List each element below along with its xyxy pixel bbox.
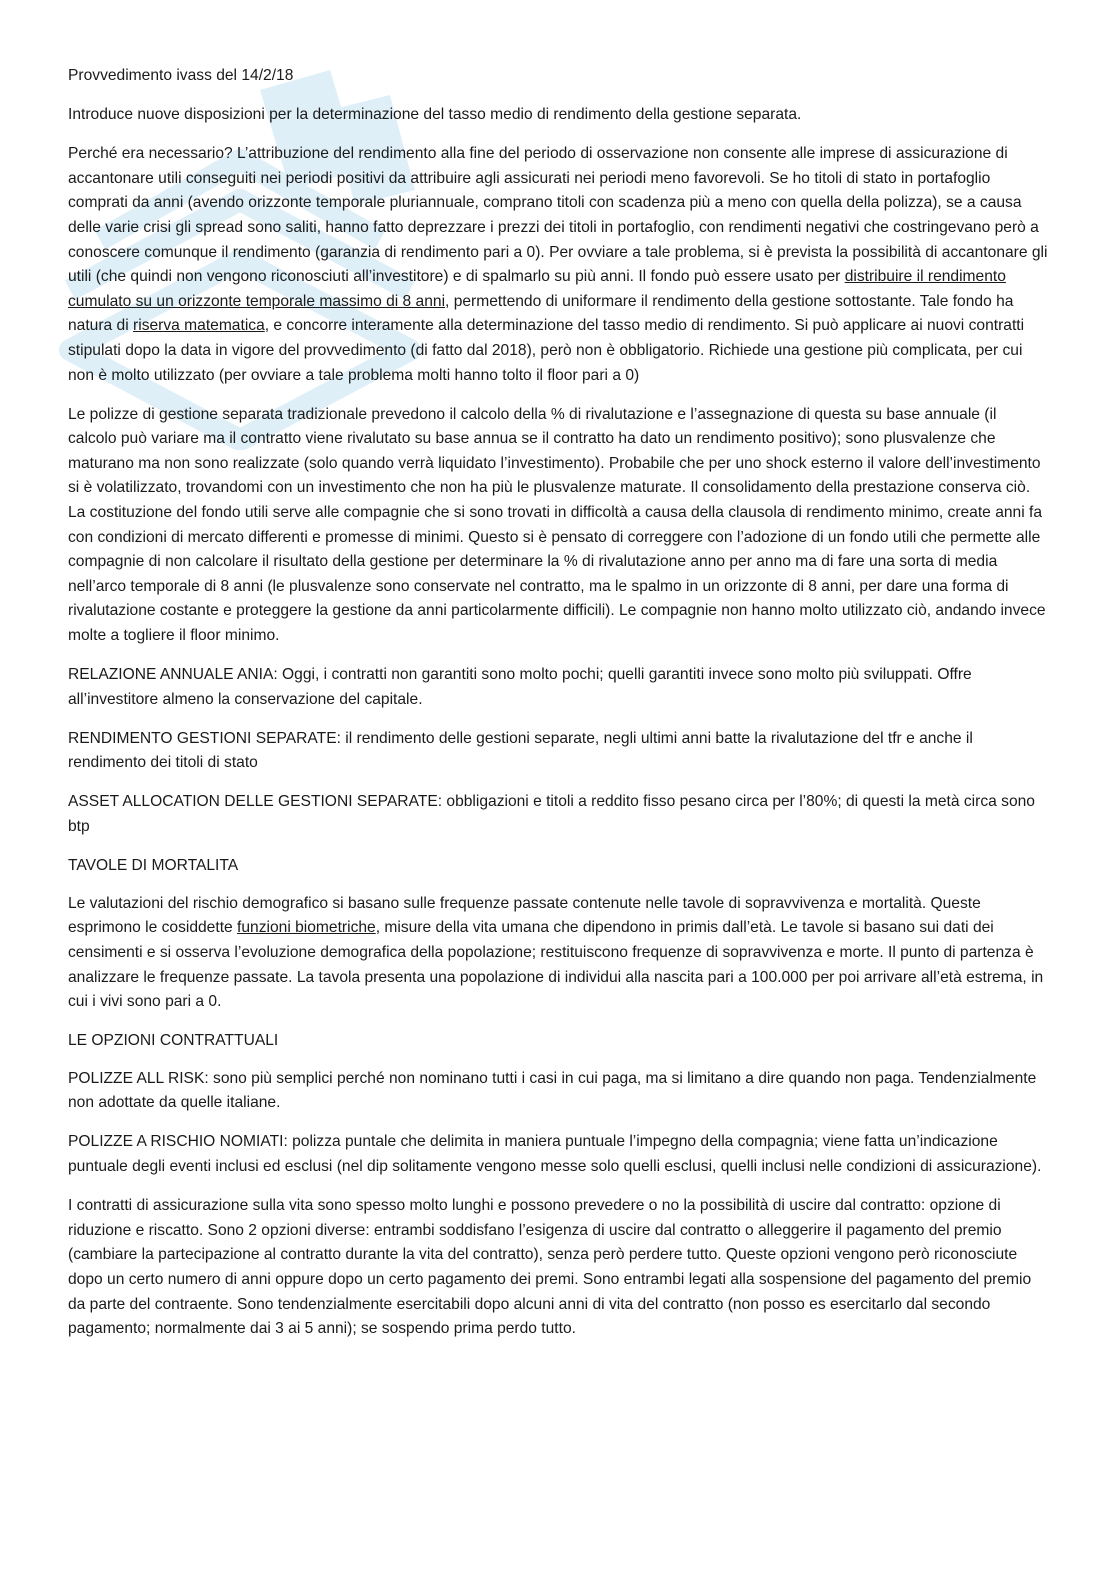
paragraph-gestione-separata: Le polizze di gestione separata tradizionale prevedono il calcolo della % di rivalutazione e l’assegnazione di questa su base annuale (il calcolo può variare ma il contratto viene rivalutato su base annua se il contratto ha dato un rendimento positivo); sono plusvalenze che maturano ma non sono realizzate (solo quando verrà liquidato l’investimento). Probabile che per uno shock esterno il valore dell’investimento si è volatilizzato, trovandomi con un investimento che non ha più le plusvalenze maturate. Il consolidamento della prestazione conserva ciò. La costituzione del fondo utili serve alle compagnie che si sono trovati in difficoltà a causa della clausola di rendimento minimo, create anni fa con condizioni di mercato differenti e promesse di minimi. Questo si è pensato di correggere con l’adozione di un fondo utili che permette alle compagnie di non calcolare il risultato della gestione per determinare la % di rivalutazione anno per anno ma di fare una sorta di media nell’arco temporale di 8 anni (le plusvalenze sono conservate nel contratto, ma le spalmo in un orizzonte di 8 anni, per dare una forma di rivalutazione costante e proteggere la gestione da anni particolarmente difficili). Le compagnie non hanno molto utilizzato ciò, andando invece molte a togliere il floor minimo. (68, 405, 1046, 644)
text-run: Le valutazioni del rischio demografico si basano sulle frequenze passate contenute nelle tavole di sopravvivenza e mortalità. Queste esprimono le cosiddette (68, 894, 981, 937)
underlined-text: distribuire il rendimento cumulato su un orizzonte temporale massimo di 8 anni (68, 268, 1006, 310)
text-run: , permettendo di uniformare il rendimento della gestione sottostante. Tale fondo ha natura di (68, 292, 1014, 335)
doc-title: Provvedimento ivass del 14/2/18 (68, 67, 294, 84)
paragraph-rischio-demografico (68, 892, 1048, 1015)
paragraph-why-necessary (68, 142, 1048, 388)
paragraph-asset-allocation: ASSET ALLOCATION DELLE GESTIONI SEPARATE: obbligazioni e titoli a reddito fisso pesano circa per l’80%; di questi la metà circa sono btp (68, 793, 1035, 836)
text-run: , e concorre interamente alla determinazione del tasso medio di rendimento. Si può applicare ai nuovi contratti stipulati dopo la data in vigore del provvedimento (di fatto dal 2018), però non è obbligatorio. Richiede una gestione più complicata, per cui non è molto utilizzato (per ovviare a tale problema molti hanno tolto il floor pari a 0) (68, 317, 1025, 384)
document-page (68, 64, 1048, 1356)
paragraph-contratti-vita: I contratti di assicurazione sulla vita sono spesso molto lunghi e possono prevedere o no la possibilità di uscire dal contratto: opzione di riduzione e riscatto. Sono 2 opzioni diverse: entrambi soddisfano l’esigenza di uscire dal contratto o alleggerire il pagamento del premio (cambiare la partecipazione al contratto durante la vita del contratto), senza però perdere tutto. Queste opzioni vengono però riconosciute dopo un certo numero di anni oppure dopo un certo pagamento dei premi. Sono entrambi legati alla sospensione del pagamento del premio da parte del contraente. Sono tendenzialmente esercitabili dopo alcuni anni di vita del contratto (non posso es esercitarlo dal secondo pagamento; normalmente dai 3 ai 5 anni); se sospendo prima perdo tutto. (68, 1197, 1032, 1338)
paragraph-relazione-ania: RELAZIONE ANNUALE ANIA: Oggi, i contratti non garantiti sono molto pochi; quelli garantiti invece sono molto più sviluppati. Offre all’investitore almeno la conservazione del capitale. (68, 666, 972, 708)
paragraph-polizze-all-risk: POLIZZE ALL RISK: sono più semplici perché non nominano tutti i casi in cui paga, ma si limitano a dire quando non paga. Tendenzialmente non adottate da quelle italiane. (68, 1069, 1037, 1112)
heading-opzioni-contrattuali: LE OPZIONI CONTRATTUALI (68, 1032, 279, 1050)
paragraph-rendimento-gestioni: RENDIMENTO GESTIONI SEPARATE: il rendimento delle gestioni separate, negli ultimi anni batte la rivalutazione del tfr e anche il rendimento dei titoli di stato (68, 729, 973, 772)
underlined-text: funzioni biometriche (237, 919, 376, 937)
text-run: Perché era necessario? L’attribuzione del rendimento alla fine del periodo di osservazione non consente alle imprese di assicurazione di accantonare utili conseguiti nei periodi positivi da attribuire agli assicurati nei periodi meno favorevoli. Se ho titoli di stato in portafoglio comprati da anni (avendo orizzonte temporale pluriannuale, comprano titoli con scadenza più a meno con quella della polizza), se a causa delle varie crisi gli spread sono saliti, hanno fatto deprezzare i prezzi dei titoli in portafoglio, con rendimenti negativi che costringevano però a conoscere comunque il rendimento (garanzia di rendimento pari a 0). Per ovviare a tale problema, si è prevista la possibilità di accantonare gli utili (che quindi non vengono riconosciuti all’investitore) e di spalmarlo su più anni. Il fondo può essere usato per (68, 145, 1048, 286)
heading-tavole-mortalita: TAVOLE DI MORTALITA (68, 857, 239, 875)
text-run: , misure della vita umana che dipendono in primis dall’età. Le tavole si basano sui dati dei censimenti e si osserva l’evoluzione demografica della popolazione; restituiscono frequenze di sopravvivenza e morte. Il punto di partenza è analizzare le frequenze passate. La tavola presenta una popolazione di individui alla nascita pari a 100.000 per poi arrivare all’età estrema, in cui i vivi sono pari a 0. (68, 919, 1044, 1011)
underlined-text: riserva matematica (133, 317, 265, 335)
paragraph-polizze-rischio-nomiati: POLIZZE A RISCHIO NOMIATI: polizza puntale che delimita in maniera puntuale l’impegno della compagnia; viene fatta un’indicazione puntuale degli eventi inclusi ed esclusi (nel dip solitamente vengono messe solo quelli esclusi, quelli inclusi nelle condizioni di assicurazione). (68, 1133, 1042, 1176)
paragraph-intro: Introduce nuove disposizioni per la determinazione del tasso medio di rendimento della gestione separata. (68, 106, 802, 124)
